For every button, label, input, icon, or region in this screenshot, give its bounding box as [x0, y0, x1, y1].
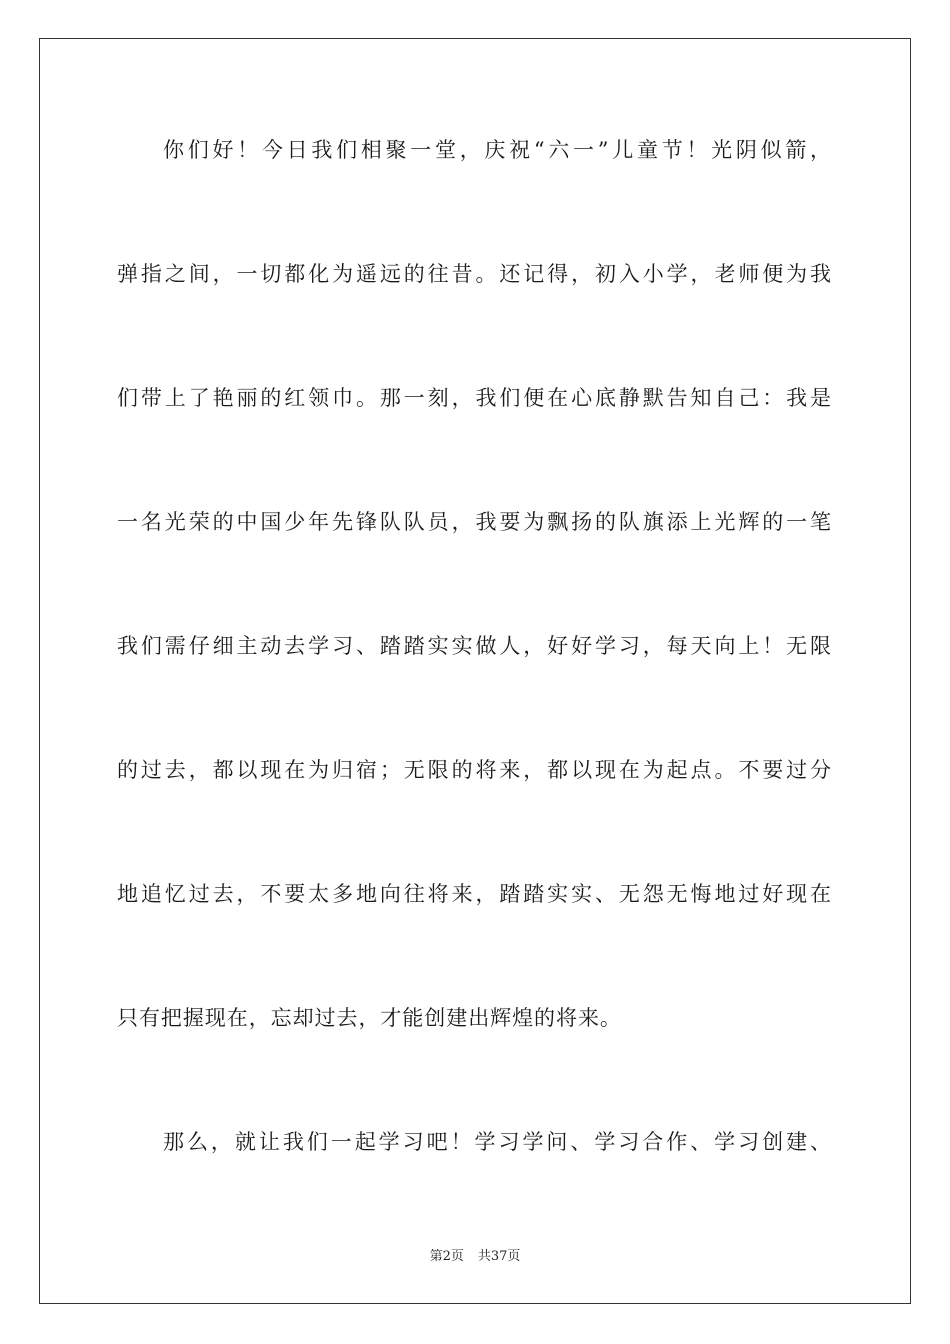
- page-border: [39, 38, 911, 1304]
- page-number: 第2页: [429, 1249, 464, 1264]
- page-footer: [0, 1248, 950, 1266]
- paragraph-line-1: 你们好！今日我们相聚一堂，庆祝“六一”儿童节！光阴似箭，: [163, 138, 832, 162]
- paragraph-line-7: 地追忆过去，不要太多地向往将来，踏踏实实、无怨无悔地过好现在: [117, 882, 832, 906]
- paragraph-line-6: 的过去，都以现在为归宿；无限的将来，都以现在为起点。不要过分: [117, 758, 832, 782]
- paragraph-line-2: 弹指之间，一切都化为遥远的往昔。还记得，初入小学，老师便为我: [117, 262, 832, 286]
- paragraph-line-9: 那么，就让我们一起学习吧！学习学问、学习合作、学习创建、: [163, 1130, 832, 1154]
- paragraph-line-8: 只有把握现在，忘却过去，才能创建出辉煌的将来。: [117, 1006, 622, 1030]
- paragraph-line-3: 们带上了艳丽的红领巾。那一刻，我们便在心底静默告知自己：我是: [117, 386, 832, 410]
- paragraph-line-4: 一名光荣的中国少年先锋队队员，我要为飘扬的队旗添上光辉的一笔: [117, 510, 832, 534]
- page-total: 共37页: [477, 1249, 521, 1264]
- paragraph-line-5: 我们需仔细主动去学习、踏踏实实做人，好好学习，每天向上！无限: [117, 634, 832, 658]
